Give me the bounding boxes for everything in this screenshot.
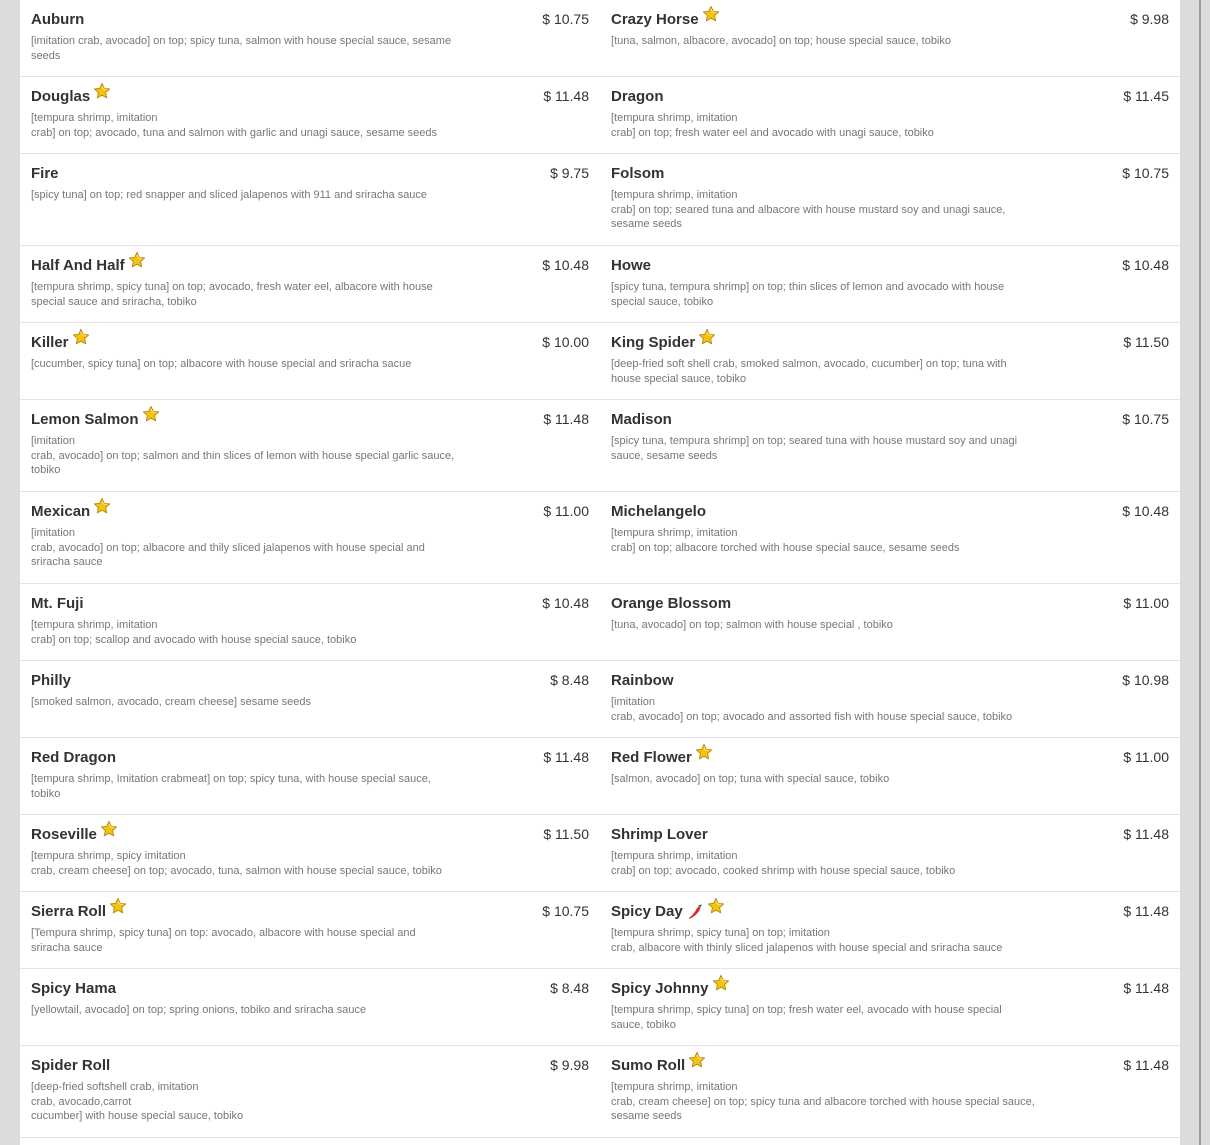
menu-item[interactable] xyxy=(20,492,600,584)
item-name: Mexican xyxy=(31,503,91,520)
menu-item[interactable] xyxy=(20,815,600,892)
item-price: $ 10.00 xyxy=(542,334,589,350)
item-name: Dragon xyxy=(611,88,664,105)
item-name: Half And Half xyxy=(31,257,125,274)
item-price: $ 11.00 xyxy=(543,503,589,519)
star-icon xyxy=(707,903,725,921)
item-price: $ 11.45 xyxy=(1123,88,1169,104)
item-description: [cucumber, spicy tuna] on top; albacore with house special and sriracha sacue xyxy=(31,358,412,370)
menu-item[interactable] xyxy=(600,492,1180,584)
item-price: $ 11.00 xyxy=(1123,749,1169,765)
item-price: $ 11.48 xyxy=(1123,1057,1169,1073)
item-description: [tempura shrimp, imitation crab] on top; albacore torched with house special sauce, sesame seeds xyxy=(611,527,960,554)
item-price: $ 10.48 xyxy=(542,257,589,273)
item-price: $ 11.48 xyxy=(1123,980,1169,996)
menu-item[interactable] xyxy=(20,661,600,738)
item-description: [tempura shrimp, imitation crab, cream cheese] on top; spicy tuna and albacore torched with house special sauce, sesame seeds xyxy=(611,1081,1035,1122)
item-description: [tempura shrimp, spicy imitation crab, cream cheese] on top; avocado, tuna, salmon with house special sauce, tobiko xyxy=(31,850,442,877)
item-description: [tempura shrimp, spicy tuna] on top; fresh water eel, avocado with house special sauce, tobiko xyxy=(611,1004,1002,1031)
menu-item[interactable] xyxy=(600,246,1180,323)
page-scrollbar-edge xyxy=(1199,0,1201,1145)
item-name: Folsom xyxy=(611,165,665,182)
item-description: [tempura shrimp, Imitation crabmeat] on top; spicy tuna, with house special sauce, tobiko xyxy=(31,773,431,800)
item-name: Roseville xyxy=(31,826,97,843)
star-icon xyxy=(93,88,111,106)
item-price: $ 8.48 xyxy=(550,980,589,996)
menu-item[interactable] xyxy=(600,400,1180,492)
menu-item[interactable] xyxy=(20,246,600,323)
chili-pepper-icon xyxy=(686,903,704,921)
item-description: [tempura shrimp, imitation crab] on top; avocado, cooked shrimp with house special sauce, tobiko xyxy=(611,850,956,877)
menu-item[interactable] xyxy=(20,77,600,154)
menu-item[interactable] xyxy=(20,0,600,77)
menu-item[interactable] xyxy=(600,154,1180,246)
item-name: Lemon Salmon xyxy=(31,411,139,428)
star-icon xyxy=(72,334,90,352)
item-name: Douglas xyxy=(31,88,91,105)
menu-item[interactable] xyxy=(600,892,1180,969)
item-description: [tempura shrimp, imitation crab] on top; seared tuna and albacore with house mustard soy and unagi sauce, sesame seeds xyxy=(611,189,1006,230)
item-price: $ 10.75 xyxy=(542,903,589,919)
item-description: [deep-fried softshell crab, imitation crab, avocado,carrot cucumber] with house special sauce, tobiko xyxy=(31,1081,244,1122)
star-icon xyxy=(698,334,716,352)
item-name: Spicy Day xyxy=(611,903,683,920)
menu-item[interactable] xyxy=(20,154,600,246)
item-name: Sierra Roll xyxy=(31,903,107,920)
item-description: [tempura shrimp, spicy tuna] on top; imitation crab, albacore with thinly sliced jalapenos with house special and sriracha sauce xyxy=(611,927,1003,954)
menu-item[interactable] xyxy=(20,738,600,815)
item-price: $ 10.75 xyxy=(1122,165,1169,181)
menu-item[interactable] xyxy=(20,584,600,661)
menu-grid xyxy=(20,0,1180,1138)
item-description: [tempura shrimp, imitation crab] on top; scallop and avocado with house special sauce, tobiko xyxy=(31,619,357,646)
item-price: $ 9.75 xyxy=(550,165,589,181)
star-icon xyxy=(712,980,730,998)
menu-item[interactable] xyxy=(600,661,1180,738)
star-icon xyxy=(128,257,146,275)
item-description: [tuna, avocado] on top; salmon with house special , tobiko xyxy=(611,619,893,631)
star-icon xyxy=(93,503,111,521)
item-price: $ 9.98 xyxy=(1130,11,1169,27)
item-description: [imitation crab, avocado] on top; spicy tuna, salmon with house special sauce, sesame seeds xyxy=(31,35,452,62)
star-icon xyxy=(688,1057,706,1075)
item-description: [tempura shrimp, imitation crab] on top; fresh water eel and avocado with unagi sauce, tobiko xyxy=(611,112,934,139)
item-name: Madison xyxy=(611,411,672,428)
menu-item[interactable] xyxy=(600,815,1180,892)
item-description: [yellowtail, avocado] on top; spring onions, tobiko and sriracha sauce xyxy=(31,1004,367,1016)
item-name: Michelangelo xyxy=(611,503,707,520)
menu-item[interactable] xyxy=(20,892,600,969)
item-price: $ 8.48 xyxy=(550,672,589,688)
item-name: Spider Roll xyxy=(31,1057,111,1074)
star-icon xyxy=(695,749,713,767)
item-price: $ 11.48 xyxy=(543,411,589,427)
item-description: [spicy tuna] on top; red snapper and sliced jalapenos with 911 and sriracha sauce xyxy=(31,189,428,201)
item-price: $ 11.00 xyxy=(1123,595,1169,611)
menu-item[interactable] xyxy=(600,77,1180,154)
item-price: $ 10.75 xyxy=(542,11,589,27)
item-price: $ 11.48 xyxy=(1123,903,1169,919)
item-price: $ 10.75 xyxy=(1122,411,1169,427)
menu-item[interactable] xyxy=(20,1046,600,1138)
item-description: [imitation crab, avocado] on top; albacore and thily sliced jalapenos with house special and sriracha sauce xyxy=(31,527,425,568)
item-name: Killer xyxy=(31,334,69,351)
item-description: [tempura shrimp, spicy tuna] on top; avocado, fresh water eel, albacore with house special sauce and sriracha, tobiko xyxy=(31,281,433,308)
item-description: [tempura shrimp, imitation crab] on top; avocado, tuna and salmon with garlic and unagi sauce, sesame seeds xyxy=(31,112,438,139)
item-name: Rainbow xyxy=(611,672,674,689)
item-price: $ 11.50 xyxy=(1123,334,1169,350)
star-icon xyxy=(100,826,118,844)
item-name: Howe xyxy=(611,257,652,274)
item-name: Auburn xyxy=(31,11,85,28)
item-name: Spicy Johnny xyxy=(611,980,709,997)
item-price: $ 9.98 xyxy=(550,1057,589,1073)
item-name: Fire xyxy=(31,165,59,182)
item-description: [spicy tuna, tempura shrimp] on top; thin slices of lemon and avocado with house special sauce, tobiko xyxy=(611,281,1005,308)
item-description: [tuna, salmon, albacore, avocado] on top; house special sauce, tobiko xyxy=(611,35,951,47)
menu-item[interactable] xyxy=(600,0,1180,77)
menu-page xyxy=(20,0,1180,1145)
item-price: $ 10.48 xyxy=(1122,503,1169,519)
star-icon xyxy=(109,903,127,921)
star-icon xyxy=(142,411,160,429)
item-price: $ 11.48 xyxy=(1123,826,1169,842)
item-price: $ 11.50 xyxy=(543,826,589,842)
item-name: Crazy Horse xyxy=(611,11,699,28)
menu-item[interactable] xyxy=(600,969,1180,1046)
item-name: King Spider xyxy=(611,334,696,351)
menu-item[interactable] xyxy=(20,323,600,400)
item-name: Sumo Roll xyxy=(611,1057,686,1074)
item-name: Spicy Hama xyxy=(31,980,117,997)
item-name: Shrimp Lover xyxy=(611,826,708,843)
menu-item[interactable] xyxy=(600,1046,1180,1138)
menu-item[interactable] xyxy=(20,969,600,1046)
item-name: Orange Blossom xyxy=(611,595,732,612)
menu-item[interactable] xyxy=(600,738,1180,815)
item-price: $ 11.48 xyxy=(543,88,589,104)
star-icon xyxy=(702,11,720,29)
item-description: [salmon, avocado] on top; tuna with special sauce, tobiko xyxy=(611,773,890,785)
item-description: [smoked salmon, avocado, cream cheese] sesame seeds xyxy=(31,696,312,708)
item-description: [imitation crab, avocado] on top; avocado and assorted fish with house special sauce, tobiko xyxy=(611,696,1013,723)
item-description: [spicy tuna, tempura shrimp] on top; seared tuna with house mustard soy and unagi sauce, sesame seeds xyxy=(611,435,1018,462)
item-description: [Tempura shrimp, spicy tuna] on top: avocado, albacore with house special and sriracha sauce xyxy=(31,927,416,954)
item-price: $ 11.48 xyxy=(543,749,589,765)
menu-item[interactable] xyxy=(20,400,600,492)
item-description: [imitation crab, avocado] on top; salmon and thin slices of lemon with house special garlic sauce, tobiko xyxy=(31,435,455,476)
item-price: $ 10.48 xyxy=(542,595,589,611)
item-name: Philly xyxy=(31,672,72,689)
item-description: [deep-fried soft shell crab, smoked salmon, avocado, cucumber] on top; tuna with house special sauce, tobiko xyxy=(611,358,1007,385)
item-price: $ 10.98 xyxy=(1122,672,1169,688)
menu-item[interactable] xyxy=(600,584,1180,661)
item-name: Red Dragon xyxy=(31,749,117,766)
item-name: Red Flower xyxy=(611,749,692,766)
item-name: Mt. Fuji xyxy=(31,595,84,612)
menu-item[interactable] xyxy=(600,323,1180,400)
item-price: $ 10.48 xyxy=(1122,257,1169,273)
